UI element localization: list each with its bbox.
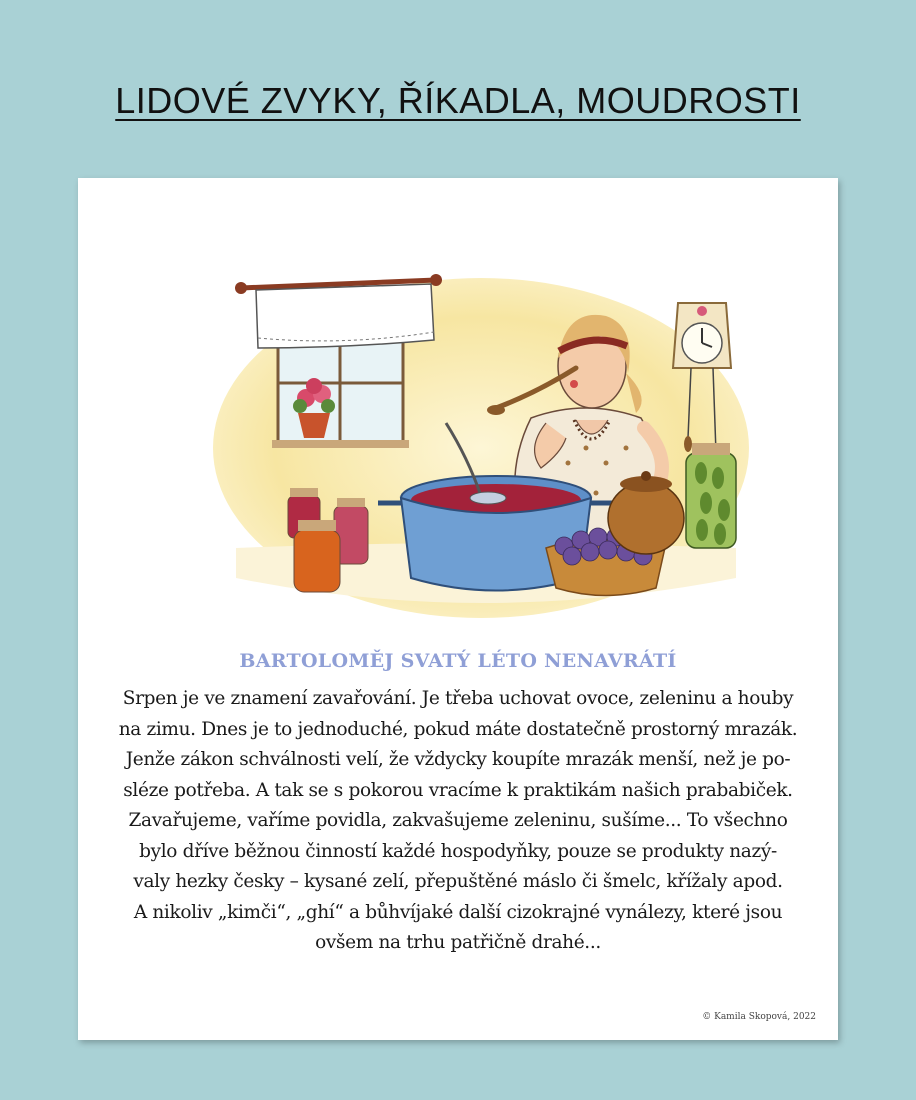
body-line: na zimu. Dnes je to jednoduché, pokud máte dostatečně prostorný mrazák.: [118, 718, 798, 740]
page-title: LIDOVÉ ZVYKY, ŘÍKADLA, MOUDROSTI: [115, 80, 801, 121]
body-line: ovšem na trhu patřičně drahé...: [315, 932, 601, 953]
kitchen-illustration: [196, 248, 756, 628]
body-line: Zavařujeme, vaříme povidla, zakvašujeme zeleninu, sušíme... To všechno: [128, 810, 788, 831]
copyright-notice: © Kamila Skopová, 2022: [702, 1012, 816, 1022]
card-body-text: [96, 684, 820, 959]
body-line: A nikoliv „kimči“, „ghí“ a bůhvíjaké další cizokrajné vynálezy, které jsou: [133, 901, 783, 923]
body-line: sléze potřeba. A tak se s pokorou vracíme k praktikám našich prababiček.: [123, 779, 793, 801]
body-line: Srpen je ve znamení zavařování. Je třeba uchovat ovoce, zeleninu a houby: [122, 688, 794, 709]
card-heading: BARTOLOMĚJ SVATÝ LÉTO NENAVRÁTÍ: [239, 650, 677, 672]
body-line: valy hezky česky – kysané zelí, přepuštěné máslo či šmelc, křížaly apod.: [133, 871, 783, 892]
curtain: [256, 284, 434, 348]
pickle-jar: [686, 443, 736, 548]
body-line: bylo dříve běžnou činností každé hospodyňky, pouze se produkty nazý-: [139, 840, 777, 862]
body-line: Jenže zákon schválnosti velí, že vždycky koupíte mrazák menší, než je po-: [125, 749, 791, 770]
content-card: [78, 178, 838, 1040]
